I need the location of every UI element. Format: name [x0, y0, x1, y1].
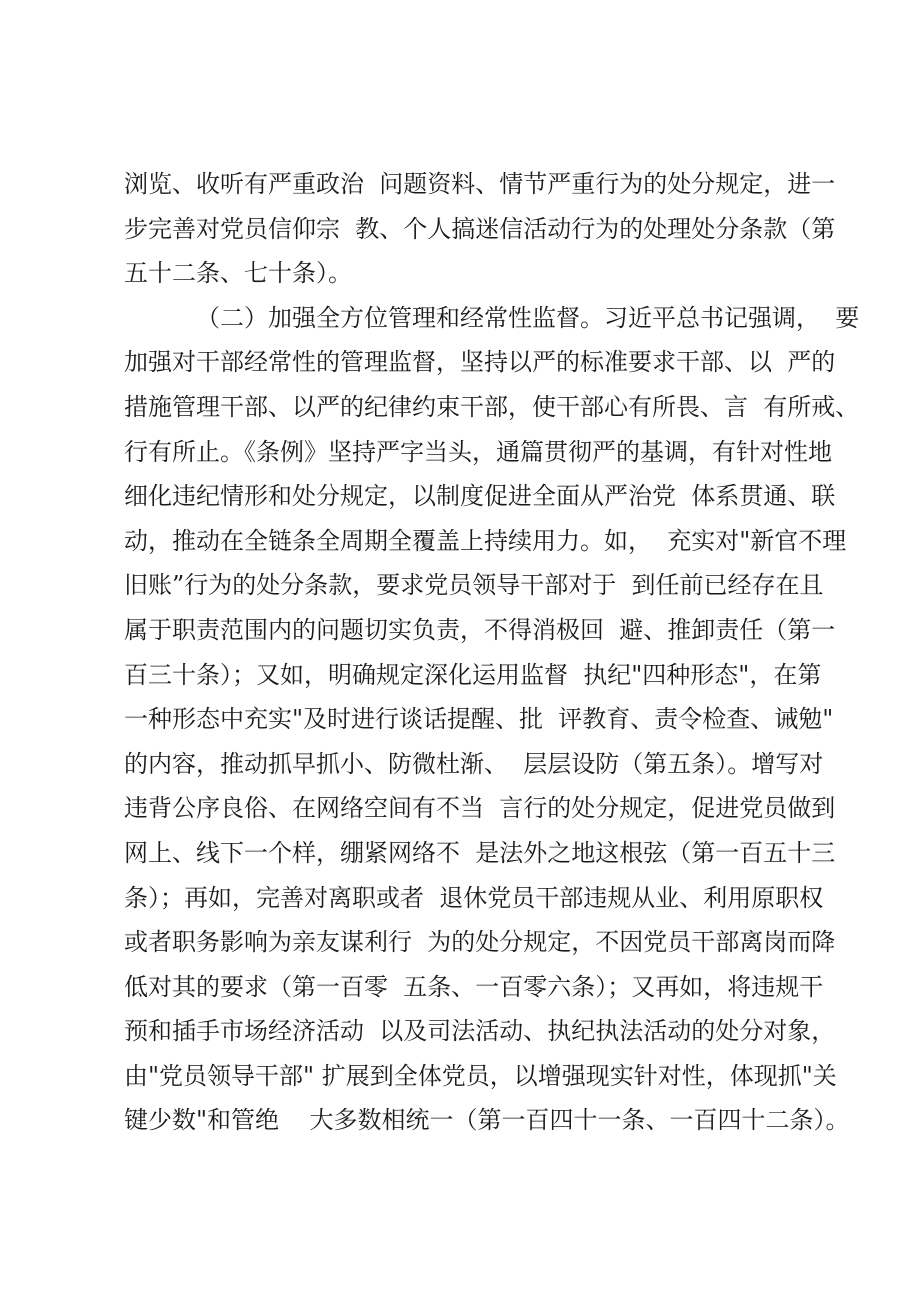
- text-line: 细化违纪情形和处分规定，以制度促进全面从严治党 体系贯通、联: [124, 482, 836, 511]
- text-line: 条）；再如，完善对离职或者 退休党员干部违规从业、利用原职权: [124, 883, 824, 912]
- text-line: 加强对干部经常性的管理监督，坚持以严的标准要求干部、以 严的: [124, 348, 836, 377]
- text-line: 低对其的要求（第一百零 五条、一百零六条）；又再如，将违规干: [124, 972, 824, 1001]
- text-line: 属于职责范围内的问题切实负责，不得消极回 避、推卸责任（第一: [124, 615, 836, 644]
- text-line: 步完善对党员信仰宗 教、个人搞迷信活动行为的处理处分条款（第: [124, 214, 836, 243]
- text-line: 违背公序良俗、在网络空间有不当 言行的处分规定，促进党员做到: [124, 794, 836, 823]
- text-line: 措施管理干部、以严的纪律约束干部，使干部心有所畏、言 有所戒、: [124, 392, 860, 421]
- text-line: 由"党员领导干部" 扩展到全体党员，以增强现实针对性，体现抓"关: [124, 1061, 837, 1090]
- text-line: 一种形态中充实"及时进行谈话提醒、批 评教育、责令检查、诫勉": [124, 705, 834, 734]
- section-heading-line: （二）加强全方位管理和经常性监督。习近平总书记强调， 要: [196, 303, 860, 332]
- text-line: 浏览、收听有严重政治 问题资料、情节严重行为的处分规定，进一: [124, 170, 836, 198]
- text-line: 的内容，推动抓早抓小、防微杜渐、 层层设防（第五条）。增写对: [124, 749, 824, 778]
- text-line: 五十二条、七十条）。: [124, 259, 352, 288]
- text-line: 键少数"和管绝 大多数相统一（第一百四十一条、一百四十二条）。: [124, 1106, 850, 1135]
- text-line: 百三十条）；又如，明确规定深化运用监督 执纪"四种形态"，在第: [124, 660, 822, 689]
- text-line: 网上、线下一个样，绷紧网络不 是法外之地这根弦（第一百五十三: [124, 838, 836, 867]
- text-line: 或者职务影响为亲友谋利行 为的处分规定，不因党员干部离岗而降: [124, 928, 836, 957]
- text-line: 旧账”行为的处分条款，要求党员领导干部对于 到任前已经存在且: [124, 571, 824, 600]
- text-line: 预和插手市场经济活动 以及司法活动、执纪执法活动的处分对象，: [124, 1017, 836, 1046]
- text-line: 行有所止。《条例》坚持严字当头，通篇贯彻严的基调，有针对性地: [124, 437, 832, 466]
- body-text: [124, 162, 860, 1143]
- text-line: 动，推动在全链条全周期全覆盖上持续用力。如， 充实对"新官不理: [124, 526, 847, 555]
